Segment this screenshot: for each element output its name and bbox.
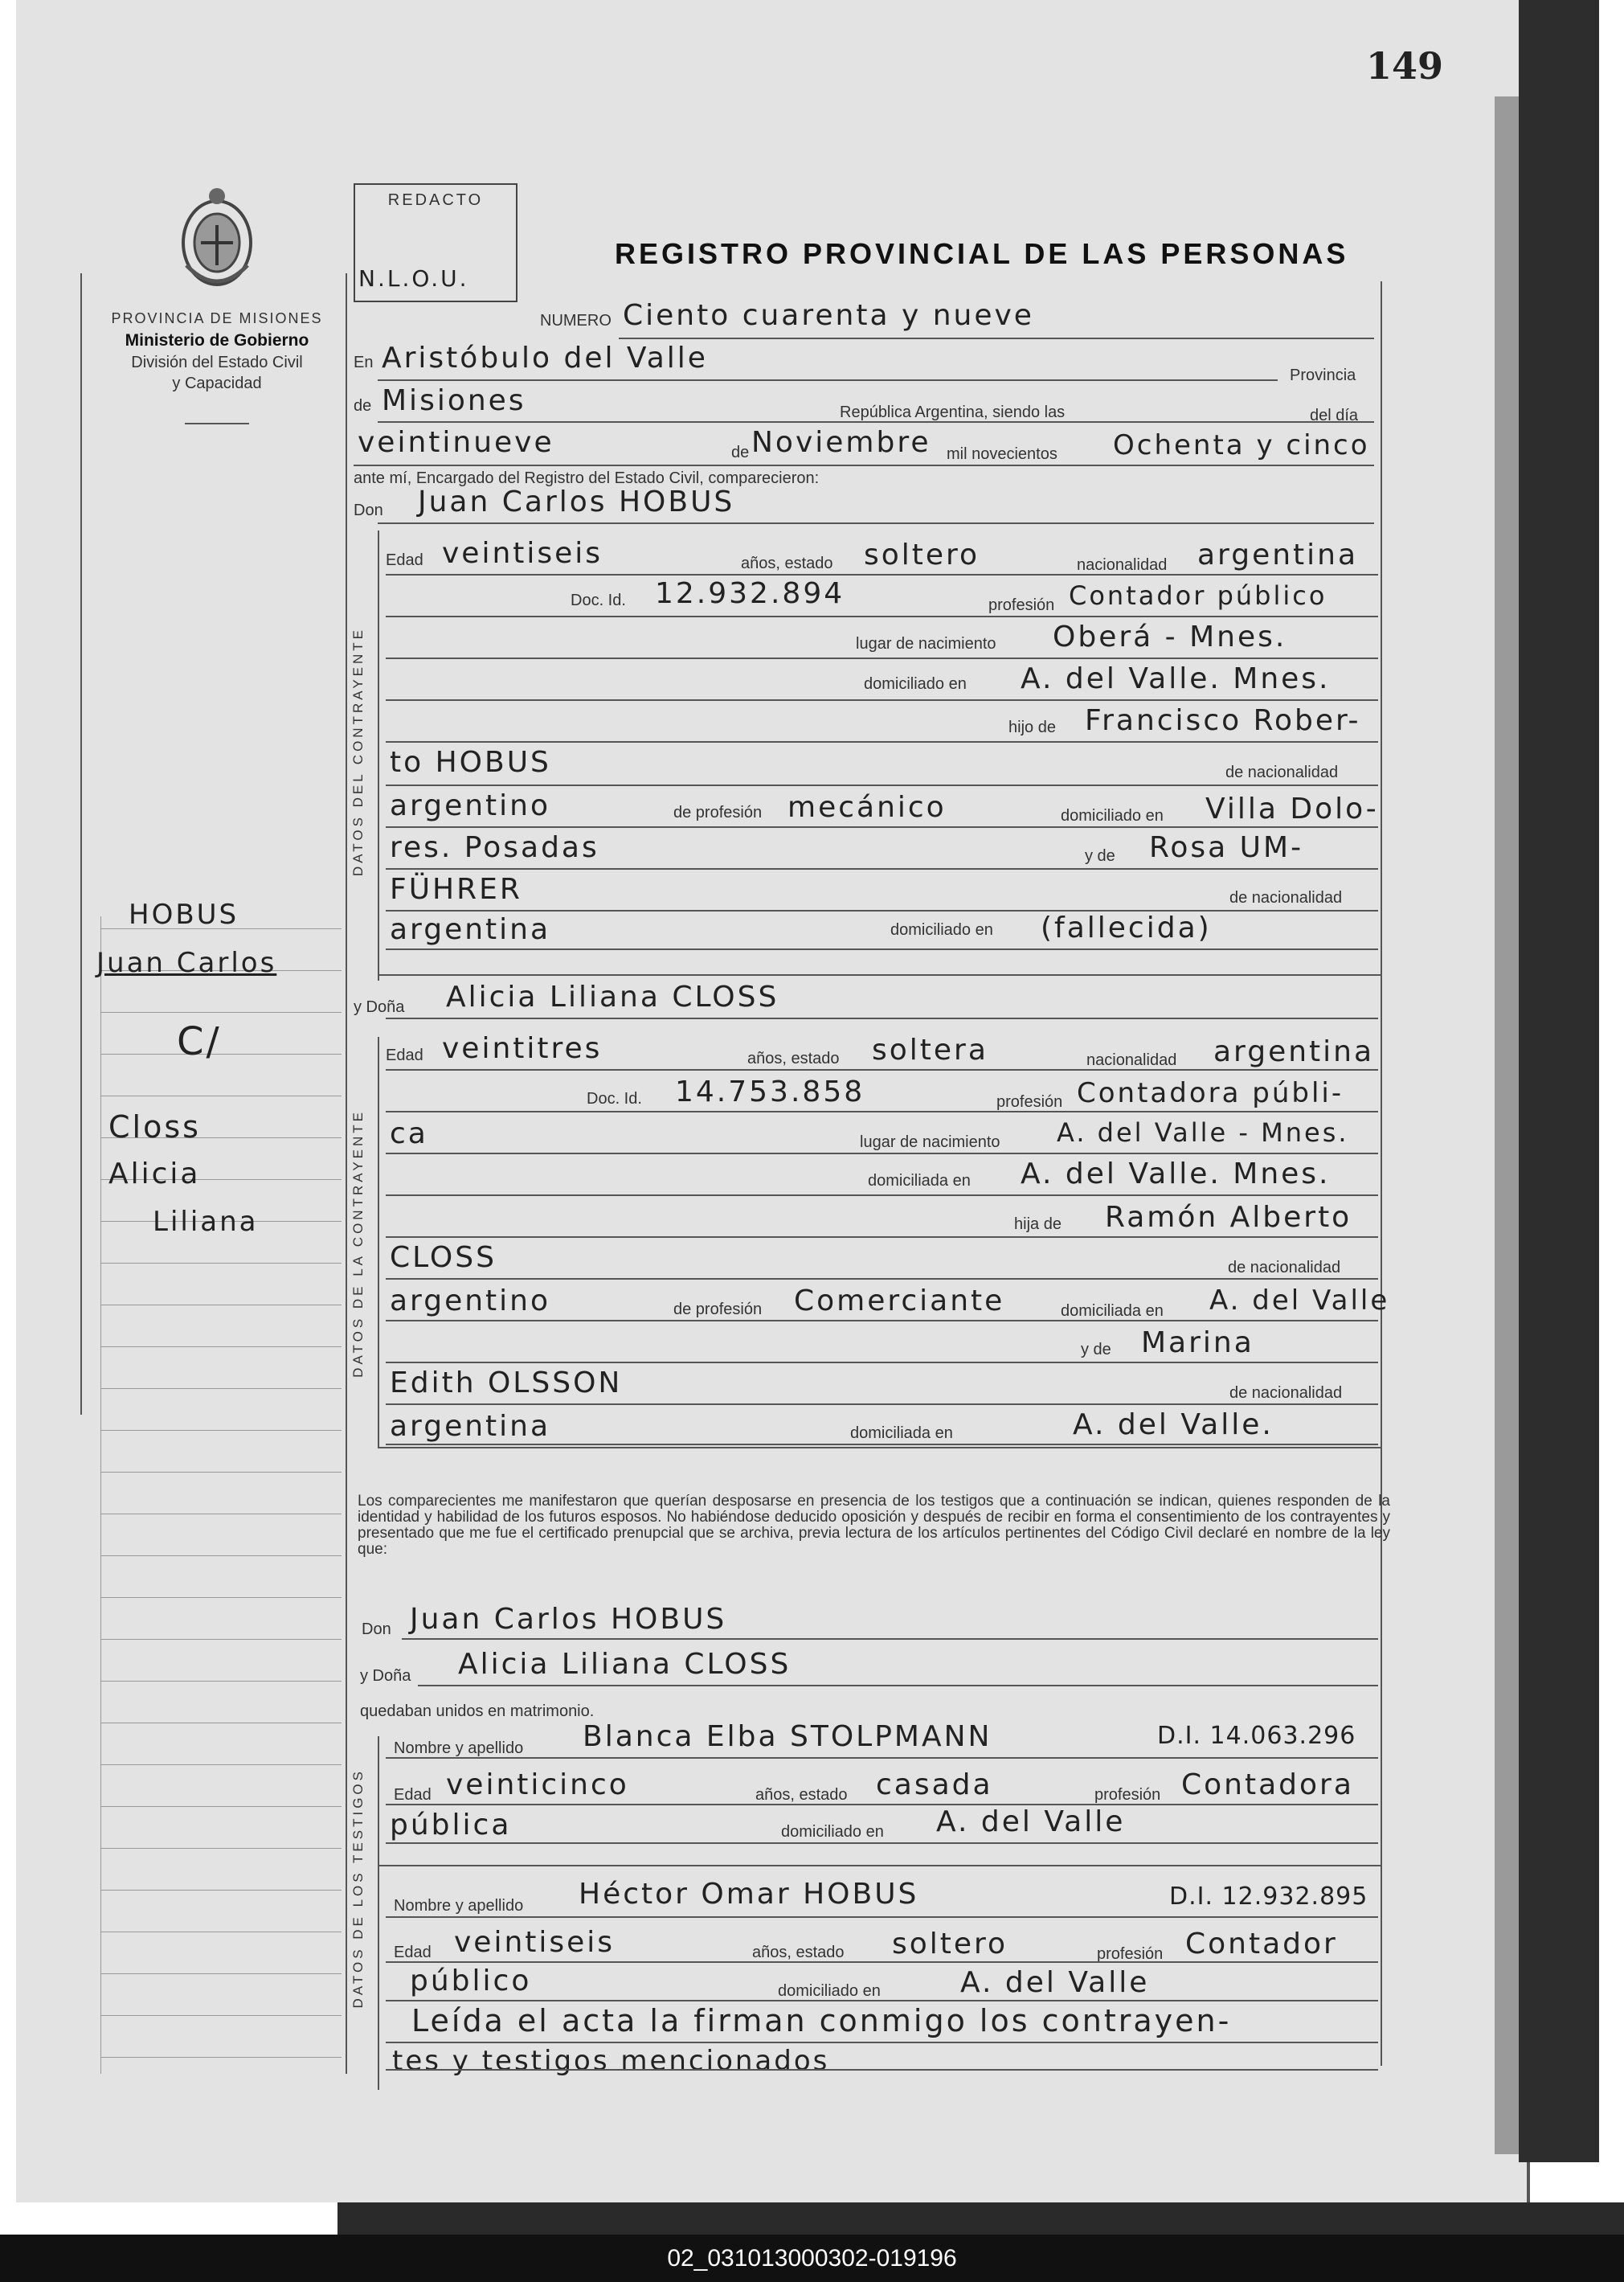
decl-don: Juan Carlos HOBUS bbox=[410, 1603, 727, 1636]
republica-label: República Argentina, siendo las bbox=[840, 404, 1066, 421]
margin-ruled-line bbox=[100, 2015, 342, 2016]
c2-padre-prof: Comerciante bbox=[794, 1284, 1005, 1317]
margin-ruled-line bbox=[100, 2057, 342, 2058]
don-line bbox=[378, 522, 1374, 524]
provincia-label: Provincia bbox=[1290, 367, 1356, 384]
c2-dom-label: domiciliada en bbox=[868, 1172, 971, 1190]
closing-line2 bbox=[386, 2069, 1378, 2071]
t1-profesion-a: Contadora bbox=[1181, 1768, 1354, 1801]
c2-profesion-a: Contadora públi- bbox=[1077, 1077, 1344, 1109]
margin-connector: C/ bbox=[177, 1019, 222, 1064]
t1-nombre: Blanca Elba STOLPMANN bbox=[583, 1720, 992, 1753]
c1-doc-label: Doc. Id. bbox=[571, 592, 626, 609]
page-bottom-shadow bbox=[337, 2202, 1624, 2235]
c2-line3 bbox=[386, 1153, 1378, 1154]
c2-denac2-label: de nacionalidad bbox=[1229, 1384, 1343, 1402]
margin-ruled-line bbox=[100, 1848, 342, 1849]
page-number: 149 bbox=[1366, 44, 1444, 88]
decl-don-label: Don bbox=[362, 1620, 391, 1638]
t1-estado: casada bbox=[876, 1768, 993, 1801]
office-line-ministry: Ministerio de Gobierno bbox=[125, 331, 309, 350]
declaration-text: Los comparecientes me manifestaron que querían desposarse en presencia de los testigos que a continuación se indican, quienes responden de la identidad y habilidad de los futuros esposos. No habiéndose deducido oposición y después de recibir en forma el consentimiento de los contrayentes y presentado que me fue el certificado prenupcial que se archiva, previa lectura de los artículos pertinentes del Código Civil declaré en nombre de la ley que: bbox=[358, 1493, 1390, 1558]
coat-of-arms-seal bbox=[169, 185, 265, 297]
c2-padre-a: Ramón Alberto bbox=[1105, 1201, 1352, 1234]
c1-profesion: Contador público bbox=[1069, 580, 1327, 611]
margin-ruled-line bbox=[100, 1555, 342, 1556]
c2-line5 bbox=[386, 1236, 1378, 1238]
redacto-initials: N.L.O.U. bbox=[358, 265, 469, 292]
c1-line8 bbox=[386, 868, 1378, 870]
c1-line2 bbox=[386, 616, 1378, 617]
de-line bbox=[378, 421, 1374, 423]
de-value: Misiones bbox=[382, 384, 526, 417]
t2-line3 bbox=[386, 2000, 1378, 2001]
c2-deprof-label: de profesión bbox=[673, 1301, 763, 1318]
office-line-province: PROVINCIA DE MISIONES bbox=[111, 310, 323, 326]
c2-lugar: A. del Valle - Mnes. bbox=[1057, 1117, 1349, 1148]
margin-surname-1: HOBUS bbox=[129, 899, 239, 931]
t2-prof-label: profesión bbox=[1097, 1945, 1164, 1963]
c2-estado: soltera bbox=[872, 1034, 988, 1067]
t2-nombre: Héctor Omar HOBUS bbox=[579, 1878, 919, 1911]
c1-deprof-label: de profesión bbox=[673, 804, 763, 821]
right-frame-rule bbox=[1381, 281, 1382, 2066]
c2-padre-dom: A. del Valle bbox=[1209, 1284, 1390, 1317]
numero-label: NUMERO bbox=[540, 312, 612, 330]
c1-lugar: Oberá - Mnes. bbox=[1053, 621, 1287, 653]
registry-title: REGISTRO PROVINCIAL DE LAS PERSONAS bbox=[615, 237, 1349, 270]
c2-edad: veintitres bbox=[442, 1032, 603, 1065]
c1-padre-b: to HOBUS bbox=[390, 746, 551, 779]
t2-edad-label: Edad bbox=[394, 1944, 432, 1961]
image-id-footer: 02_031013000302-019196 bbox=[0, 2235, 1624, 2282]
c1-line5 bbox=[386, 741, 1378, 743]
c1-dom2-label: domiciliado en bbox=[1061, 807, 1164, 825]
section2-rule bbox=[378, 1037, 379, 1447]
mes-value: Noviembre bbox=[751, 426, 931, 459]
c1-prof-label: profesión bbox=[988, 596, 1055, 614]
decl-don-line bbox=[402, 1638, 1378, 1640]
dona-value: Alicia Liliana CLOSS bbox=[446, 981, 779, 1014]
margin-ruled-line bbox=[100, 1764, 342, 1765]
t1-anos-label: años, estado bbox=[755, 1786, 848, 1804]
c2-denac-label: de nacionalidad bbox=[1228, 1259, 1341, 1276]
side-label-witnesses: DATOS DE LOS TESTIGOS bbox=[350, 1768, 366, 2009]
en-value: Aristóbulo del Valle bbox=[382, 342, 708, 375]
c1-dom-label: domiciliado en bbox=[864, 675, 967, 693]
margin-ruled-line bbox=[100, 1012, 342, 1013]
margin-ruled-line bbox=[100, 1597, 342, 1598]
c2-line2 bbox=[386, 1111, 1378, 1112]
c1-madre-b: FÜHRER bbox=[390, 873, 522, 906]
section3-rule bbox=[378, 1736, 379, 2090]
c2-line8 bbox=[386, 1362, 1378, 1363]
margin-name-1: Juan Carlos bbox=[96, 947, 277, 979]
c1-madre-a: Rosa UM- bbox=[1149, 831, 1304, 864]
c1-lugar-label: lugar de nacimiento bbox=[856, 635, 996, 653]
c1-yde-label: y de bbox=[1085, 847, 1115, 865]
t1-profesion-b: pública bbox=[390, 1809, 512, 1842]
t2-dom-label: domiciliado en bbox=[778, 1982, 881, 2000]
t1-prof-label: profesión bbox=[1094, 1786, 1161, 1804]
office-line-capacity: y Capacidad bbox=[172, 375, 262, 392]
c2-line1 bbox=[386, 1069, 1378, 1071]
side-label-groom: DATOS DEL CONTRAYENTE bbox=[350, 627, 366, 877]
c2-madre-nac: argentina bbox=[390, 1410, 551, 1443]
margin-surname-2: Closs bbox=[108, 1109, 201, 1145]
margin-inner-rule bbox=[100, 916, 101, 2074]
c1-padre-a: Francisco Rober- bbox=[1085, 704, 1361, 737]
margin-ruled-line bbox=[100, 1806, 342, 1807]
c1-madre-nac: argentina bbox=[390, 913, 551, 946]
c2-dom3-label: domiciliada en bbox=[850, 1424, 953, 1442]
t2-domicilio: A. del Valle bbox=[960, 1966, 1150, 1999]
c1-dom3-label: domiciliado en bbox=[890, 921, 993, 939]
witness-divider bbox=[378, 1865, 1381, 1866]
side-label-bride: DATOS DE LA CONTRAYENTE bbox=[350, 1109, 366, 1378]
c2-madre-dom: A. del Valle. bbox=[1073, 1408, 1274, 1441]
c1-doc: 12.932.894 bbox=[655, 577, 845, 610]
c1-line3 bbox=[386, 658, 1378, 659]
closing-line1 bbox=[386, 2042, 1378, 2043]
unidos-text: quedaban unidos en matrimonio. bbox=[360, 1702, 595, 1720]
dia-value: veintinueve bbox=[358, 426, 554, 459]
closing-line-a: Leída el acta la firman conmigo los contrayen- bbox=[411, 2003, 1232, 2038]
t1-di: D.I. 14.063.296 bbox=[1157, 1722, 1356, 1750]
c2-profesion-b: ca bbox=[390, 1117, 428, 1150]
c1-nacionalidad: argentina bbox=[1197, 539, 1359, 572]
c2-lugar-label: lugar de nacimiento bbox=[860, 1133, 1000, 1151]
t2-anos-label: años, estado bbox=[752, 1944, 845, 1961]
redacto-stamp-box bbox=[354, 183, 517, 302]
decl-dona: Alicia Liliana CLOSS bbox=[458, 1648, 792, 1681]
t1-dom-label: domiciliado en bbox=[781, 1823, 884, 1841]
margin-name-2: Alicia bbox=[108, 1157, 201, 1190]
section1-rule bbox=[378, 531, 379, 981]
c1-line10 bbox=[386, 948, 1378, 950]
margin-ruled-line bbox=[100, 1346, 342, 1347]
numero-value: Ciento cuarenta y nueve bbox=[623, 299, 1034, 332]
c2-padre-nac: argentino bbox=[390, 1284, 551, 1317]
c2-doc-label: Doc. Id. bbox=[587, 1090, 642, 1108]
don-label: Don bbox=[354, 502, 383, 519]
t1-domicilio: A. del Valle bbox=[936, 1805, 1126, 1838]
mil-label: mil novecientos bbox=[947, 445, 1057, 463]
c2-anos-label: años, estado bbox=[747, 1050, 840, 1067]
c1-domicilio: A. del Valle. Mnes. bbox=[1021, 662, 1331, 695]
c1-hijo-label: hijo de bbox=[1008, 719, 1056, 736]
c2-line4 bbox=[386, 1194, 1378, 1196]
c2-madre-b: Edith OLSSON bbox=[390, 1366, 623, 1399]
dona-line bbox=[386, 1018, 1378, 1019]
decl-dona-line bbox=[418, 1685, 1378, 1686]
t2-profesion-b: público bbox=[410, 1964, 532, 1997]
ante-label: ante mí, Encargado del Registro del Estado Civil, comparecieron: bbox=[354, 469, 820, 487]
c1-anos-label: años, estado bbox=[741, 555, 833, 572]
margin-ruled-line bbox=[100, 1639, 342, 1640]
margin-ruled-line bbox=[100, 1973, 342, 1974]
c1-edad-label: Edad bbox=[386, 551, 423, 569]
en-line bbox=[378, 379, 1278, 381]
c1-padre-dom-b: res. Posadas bbox=[390, 831, 599, 864]
section1-bottom bbox=[378, 974, 1381, 976]
margin-ruled-line bbox=[100, 1430, 342, 1431]
redacto-label: REDACTO bbox=[387, 191, 484, 209]
c1-line1 bbox=[386, 574, 1378, 576]
c1-line7 bbox=[386, 826, 1378, 828]
margin-rule bbox=[346, 273, 347, 2074]
don-value: Juan Carlos HOBUS bbox=[418, 485, 735, 518]
fecha-line bbox=[354, 465, 1374, 466]
c2-edad-label: Edad bbox=[386, 1047, 423, 1064]
margin-ruled-line bbox=[100, 1890, 342, 1891]
c2-yde-label: y de bbox=[1081, 1341, 1111, 1358]
c1-line9 bbox=[386, 910, 1378, 912]
margin-ruled-line bbox=[100, 1681, 342, 1682]
c2-line6 bbox=[386, 1278, 1378, 1280]
t2-line2 bbox=[386, 1961, 1378, 1963]
t1-line1 bbox=[386, 1757, 1378, 1759]
t1-line2 bbox=[386, 1804, 1378, 1805]
t1-line3 bbox=[386, 1842, 1378, 1844]
t1-nombre-label: Nombre y apellido bbox=[394, 1739, 524, 1757]
t2-estado: soltero bbox=[892, 1928, 1008, 1960]
section2-bottom bbox=[378, 1447, 1381, 1448]
c1-padre-prof: mecánico bbox=[787, 791, 947, 824]
c2-domicilio: A. del Valle. Mnes. bbox=[1021, 1157, 1331, 1190]
t1-edad: veinticinco bbox=[446, 1768, 629, 1801]
c1-edad: veintiseis bbox=[442, 537, 603, 570]
t2-nombre-label: Nombre y apellido bbox=[394, 1897, 524, 1915]
c1-estado: soltero bbox=[864, 539, 980, 572]
book-spine bbox=[1519, 0, 1599, 2162]
del-dia-label: del día bbox=[1310, 407, 1359, 424]
anio-value: Ochenta y cinco bbox=[1113, 429, 1370, 461]
t2-profesion-a: Contador bbox=[1185, 1928, 1338, 1960]
c1-denac-label: de nacionalidad bbox=[1225, 764, 1339, 781]
de-label: de bbox=[354, 397, 372, 415]
left-outer-rule bbox=[80, 273, 82, 1415]
c2-dom2-label: domiciliada en bbox=[1061, 1302, 1164, 1320]
c2-prof-label: profesión bbox=[996, 1093, 1063, 1111]
c2-madre-a: Marina bbox=[1141, 1326, 1254, 1359]
c2-doc: 14.753.858 bbox=[675, 1075, 865, 1108]
t1-edad-label: Edad bbox=[394, 1786, 432, 1804]
numero-line bbox=[619, 338, 1374, 339]
t2-line1 bbox=[386, 1916, 1378, 1918]
closing-line-b: tes y testigos mencionados bbox=[392, 2045, 830, 2077]
decl-dona-label: y Doña bbox=[360, 1667, 411, 1685]
office-line-division: División del Estado Civil bbox=[131, 354, 303, 371]
c1-line6 bbox=[386, 785, 1378, 786]
margin-ruled-line bbox=[100, 1388, 342, 1389]
en-label: En bbox=[354, 354, 374, 371]
c1-madre-dom: (fallecida) bbox=[1041, 912, 1212, 944]
c2-hija-label: hija de bbox=[1014, 1215, 1062, 1233]
c2-padre-b: CLOSS bbox=[390, 1241, 497, 1274]
c1-nac-label: nacionalidad bbox=[1077, 556, 1168, 574]
c1-denac2-label: de nacionalidad bbox=[1229, 889, 1343, 907]
c1-line4 bbox=[386, 699, 1378, 701]
c2-line7 bbox=[386, 1320, 1378, 1321]
margin-ruled-line bbox=[100, 1472, 342, 1473]
c2-line9 bbox=[386, 1403, 1378, 1405]
de2-label: de bbox=[731, 444, 750, 461]
c2-nac-label: nacionalidad bbox=[1086, 1051, 1177, 1069]
t2-edad: veintiseis bbox=[454, 1926, 616, 1959]
t2-di: D.I. 12.932.895 bbox=[1169, 1883, 1368, 1911]
c2-nacionalidad: argentina bbox=[1213, 1035, 1375, 1068]
margin-name-3: Liliana bbox=[153, 1206, 259, 1238]
office-separator bbox=[185, 423, 249, 424]
dona-label: y Doña bbox=[354, 998, 405, 1016]
c1-padre-nac: argentino bbox=[390, 789, 551, 822]
c1-padre-dom-a: Villa Dolo- bbox=[1205, 793, 1379, 826]
c2-line10 bbox=[386, 1444, 1378, 1445]
margin-ruled-line bbox=[100, 1263, 342, 1264]
